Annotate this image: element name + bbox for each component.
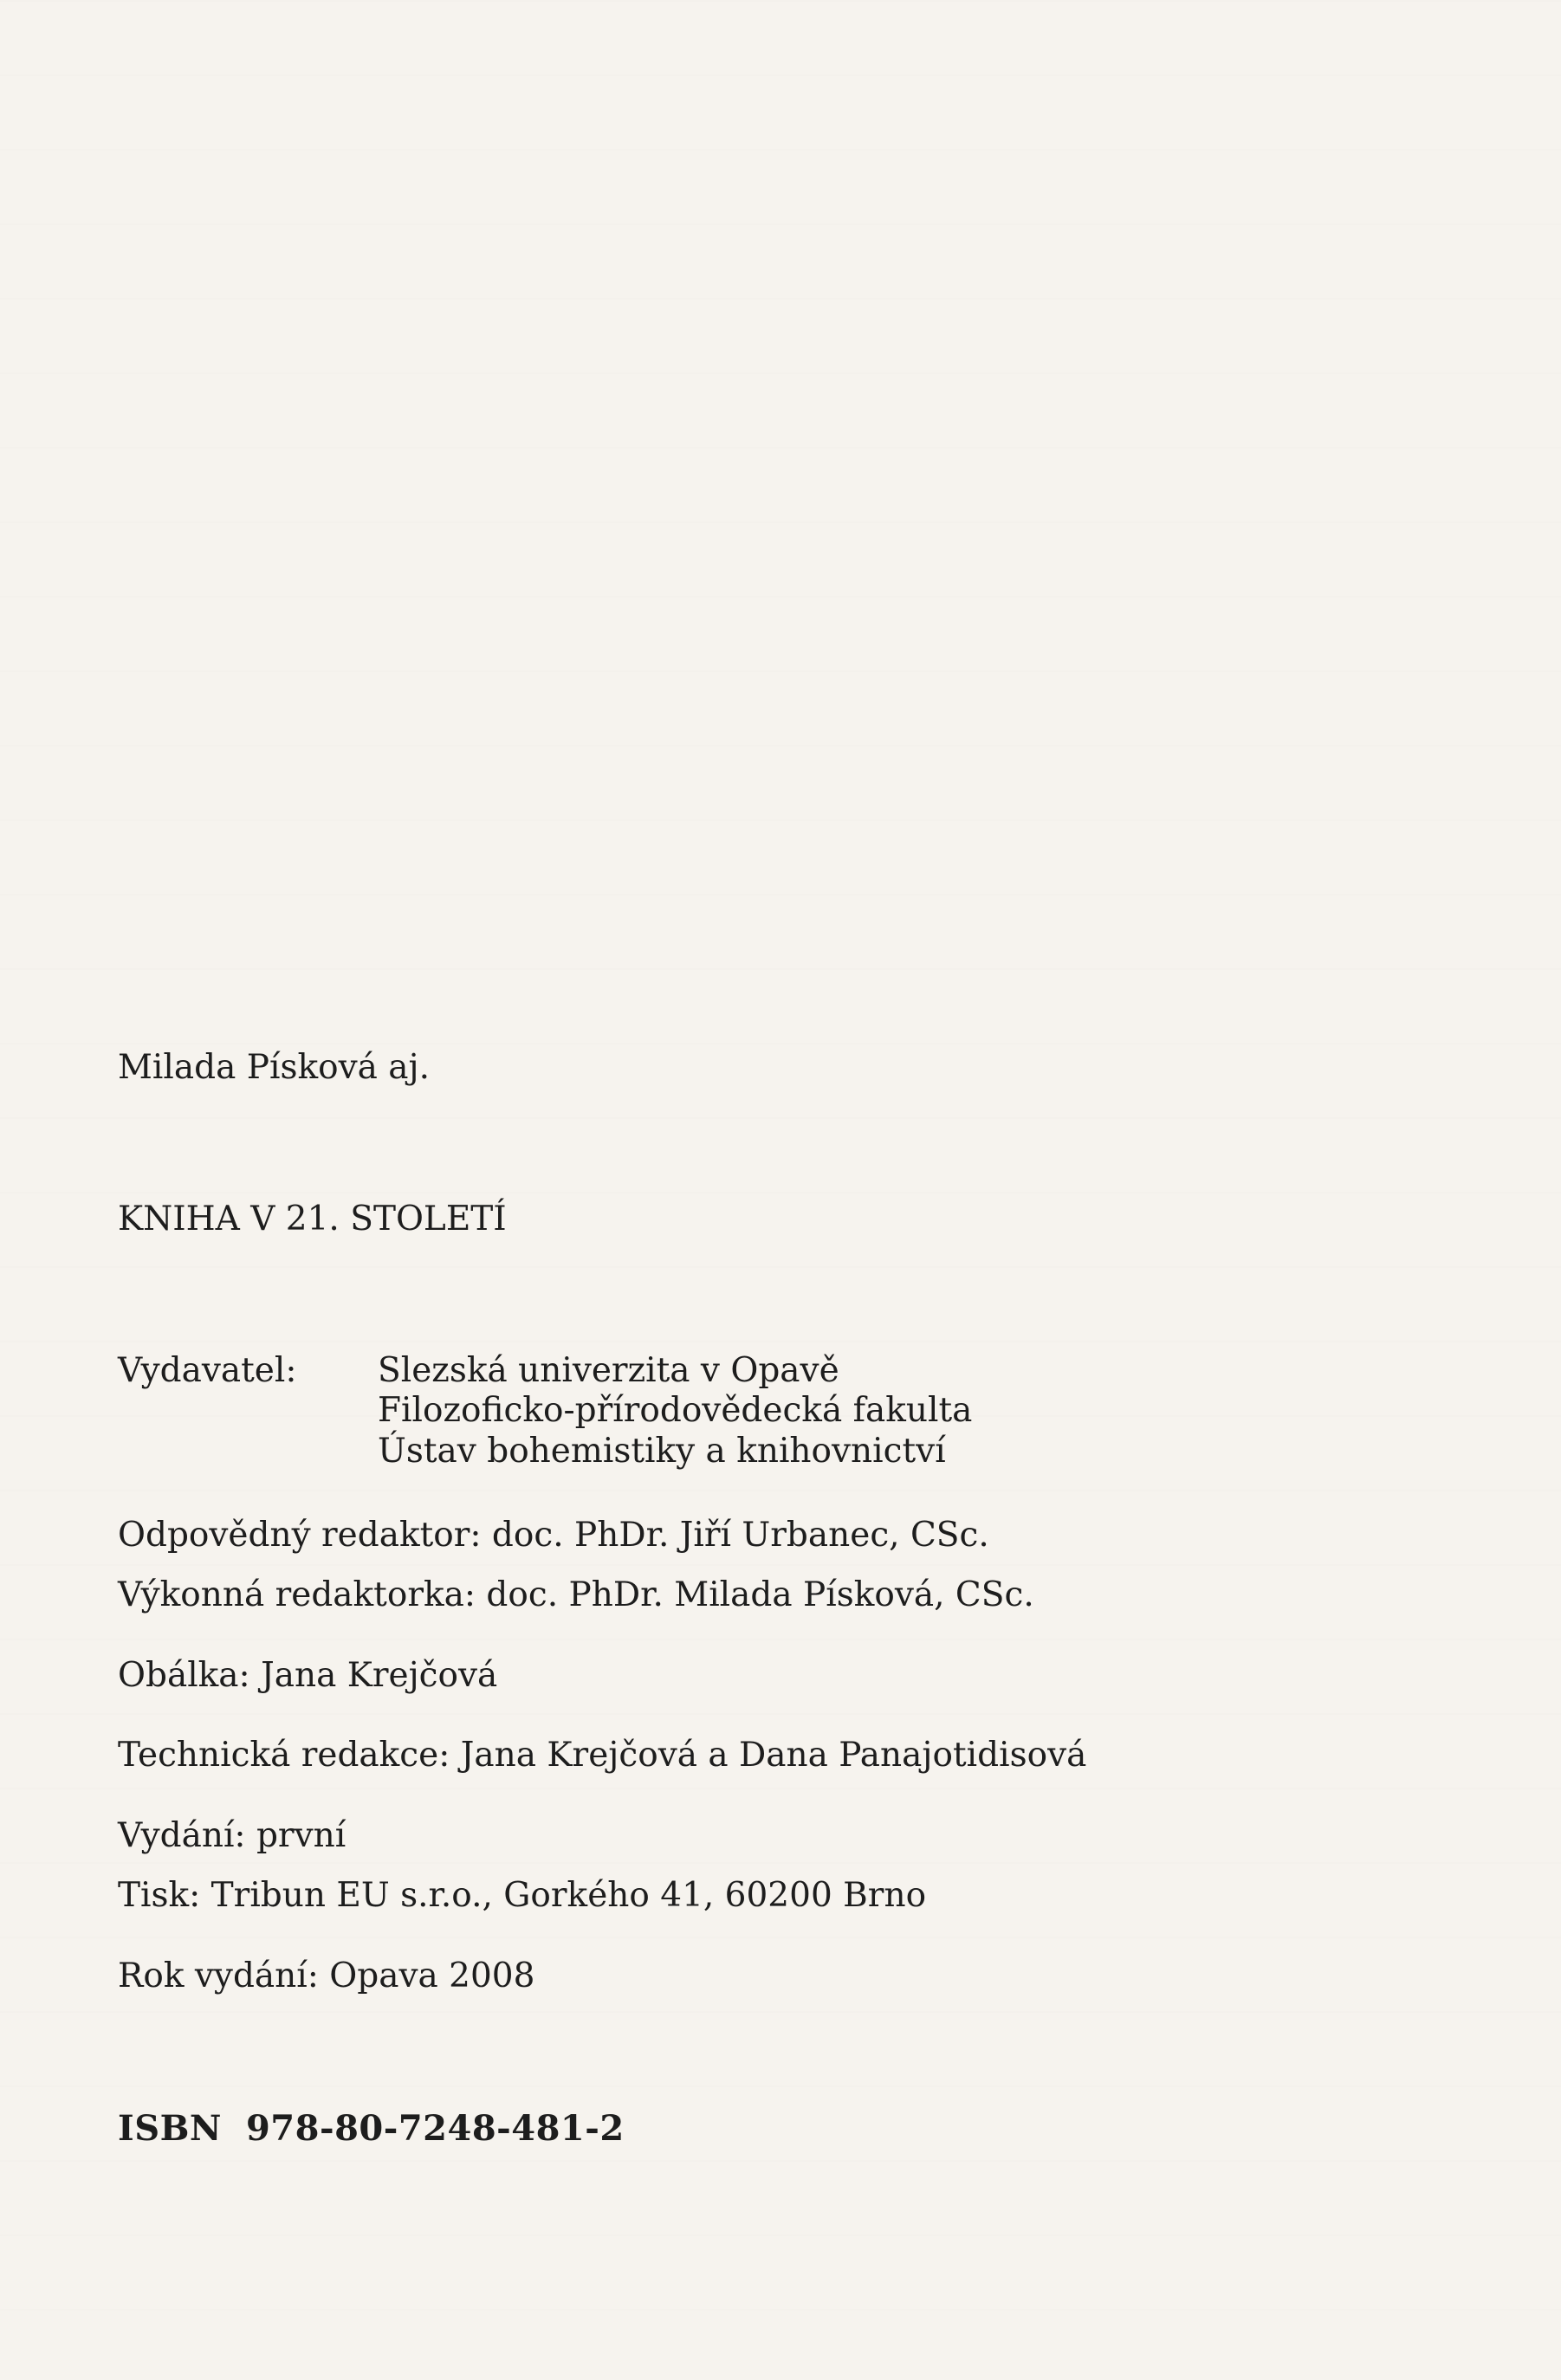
printing-line: Tisk: Tribun EU s.r.o., Gorkého 41, 60200 Brno xyxy=(118,1875,927,1915)
publisher-label: Vydavatel: xyxy=(118,1350,297,1390)
isbn-line xyxy=(118,2108,1227,2150)
colophon xyxy=(118,1048,1227,2150)
publisher-lines xyxy=(378,1351,1227,1472)
cover-line: Obálka: Jana Krejčová xyxy=(118,1655,498,1695)
edition-line: Vydání: první xyxy=(118,1816,347,1856)
executive-editor-line: Výkonná redaktorka: doc. PhDr. Milada Písková, CSc. xyxy=(118,1575,1034,1614)
publisher-line-1: Slezská univerzita v Opavě xyxy=(378,1350,839,1390)
responsible-editor-line: Odpovědný redaktor: doc. PhDr. Jiří Urbanec, CSc. xyxy=(118,1515,989,1555)
publisher-block xyxy=(118,1351,1227,1472)
author-line: Milada Písková aj. xyxy=(118,1048,431,1087)
publisher-line-3: Ústav bohemistiky a knihovnictví xyxy=(378,1432,946,1471)
book-title: KNIHA V 21. STOLETÍ xyxy=(118,1199,507,1239)
isbn-number: 978-80-7248-481-2 xyxy=(245,2107,625,2149)
isbn-label: ISBN xyxy=(118,2107,222,2149)
technical-editing-line: Technická redakce: Jana Krejčová a Dana Panajotidisová xyxy=(118,1736,1087,1775)
publication-year-line: Rok vydání: Opava 2008 xyxy=(118,1956,535,1995)
publisher-line-2: Filozoficko-přírodovědecká fakulta xyxy=(378,1391,973,1431)
